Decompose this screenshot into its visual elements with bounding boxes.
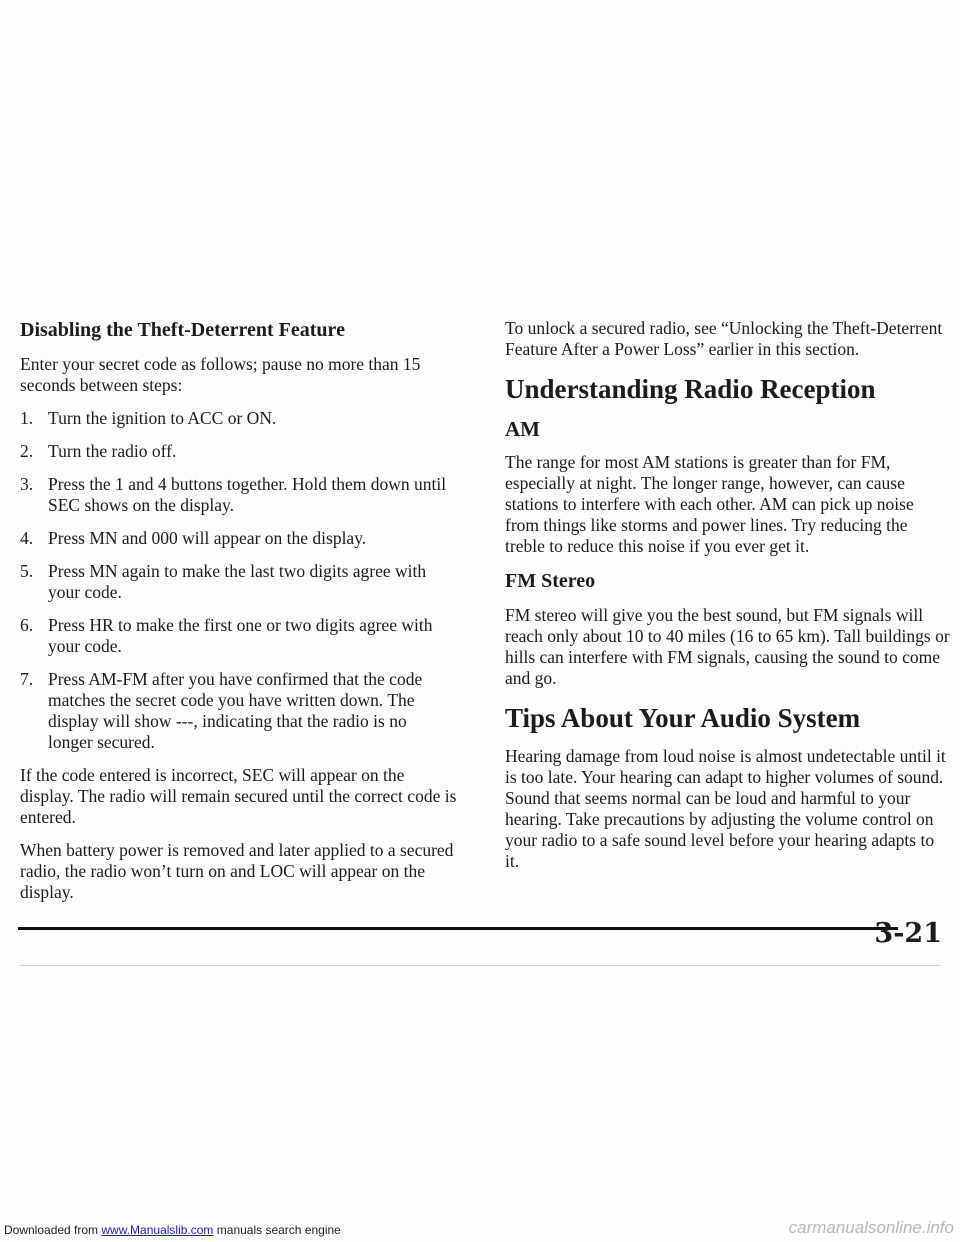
step-number: 5. bbox=[20, 561, 34, 581]
step-text: Turn the radio off. bbox=[48, 441, 177, 461]
step-number: 1. bbox=[20, 408, 34, 428]
fm-stereo-heading: FM Stereo bbox=[505, 570, 596, 593]
thin-divider bbox=[20, 965, 940, 966]
right-column bbox=[505, 318, 950, 884]
watermark: carmanualsonline.info bbox=[788, 1218, 954, 1237]
manualslib-link[interactable]: www.Manualslib.com bbox=[101, 1223, 214, 1237]
disabling-intro: Enter your secret code as follows; pause no more than 15 seconds between steps: bbox=[20, 354, 421, 395]
step-item bbox=[20, 528, 460, 549]
step-number: 6. bbox=[20, 615, 34, 635]
am-heading: AM bbox=[505, 417, 540, 442]
fm-paragraph: FM stereo will give you the best sound, but FM signals will reach only about 10 to 40 miles (16 to 65 km). Tall buildings or hills can interfere with FM signals, causing the sound to come and go. bbox=[505, 605, 950, 689]
step-item bbox=[20, 441, 460, 462]
step-text: Press MN and 000 will appear on the display. bbox=[48, 528, 367, 548]
step-item bbox=[20, 408, 460, 429]
radio-reception-heading: Understanding Radio Reception bbox=[505, 374, 876, 404]
step-number: 3. bbox=[20, 474, 34, 494]
step-item bbox=[20, 615, 460, 657]
footer-suffix: manuals search engine bbox=[213, 1223, 341, 1237]
step-item bbox=[20, 474, 460, 516]
step-item bbox=[20, 561, 460, 603]
unlock-reference-paragraph: To unlock a secured radio, see “Unlocking the Theft-Deterrent Feature After a Power Loss” earlier in this section. bbox=[505, 318, 943, 359]
step-number: 7. bbox=[20, 669, 34, 689]
step-text: Turn the ignition to ACC or ON. bbox=[48, 408, 277, 428]
step-number: 2. bbox=[20, 441, 34, 461]
disabling-heading: Disabling the Theft-Deterrent Feature bbox=[20, 319, 345, 341]
download-footer bbox=[4, 1223, 341, 1237]
step-text: Press HR to make the first one or two digits agree with your code. bbox=[48, 615, 433, 656]
audio-tips-paragraph: Hearing damage from loud noise is almost undetectable until it is too late. Your hearing can adapt to higher volumes of sound. Sound that seems normal can be loud and harmful to your hearing. Take precautions by adjusting the volume control on your radio to a safe sound level before your hearing adapts to it. bbox=[505, 746, 946, 872]
step-text: Press AM-FM after you have confirmed that the code matches the secret code you have written down. The display will show ---, indicating that the radio is no longer secured. bbox=[48, 669, 423, 752]
steps-list bbox=[20, 408, 460, 753]
step-number: 4. bbox=[20, 528, 34, 548]
step-text: Press the 1 and 4 buttons together. Hold them down until SEC shows on the display. bbox=[48, 474, 447, 515]
step-text: Press MN again to make the last two digits agree with your code. bbox=[48, 561, 427, 602]
battery-power-paragraph: When battery power is removed and later applied to a secured radio, the radio won’t turn on and LOC will appear on the display. bbox=[20, 840, 454, 902]
incorrect-code-paragraph: If the code entered is incorrect, SEC will appear on the display. The radio will remain secured until the correct code is entered. bbox=[20, 765, 457, 827]
step-item bbox=[20, 669, 460, 753]
am-paragraph: The range for most AM stations is greater than for FM, especially at night. The longer range, however, can cause stations to interfere with each other. AM can pick up noise from things like storms and power lines. Try reducing the treble to reduce this noise if you ever get it. bbox=[505, 452, 914, 557]
left-column bbox=[20, 318, 460, 915]
audio-tips-heading: Tips About Your Audio System bbox=[505, 703, 861, 734]
page-number: 3-21 bbox=[874, 918, 942, 949]
footer-prefix: Downloaded from bbox=[4, 1223, 102, 1237]
page-divider bbox=[18, 927, 898, 930]
